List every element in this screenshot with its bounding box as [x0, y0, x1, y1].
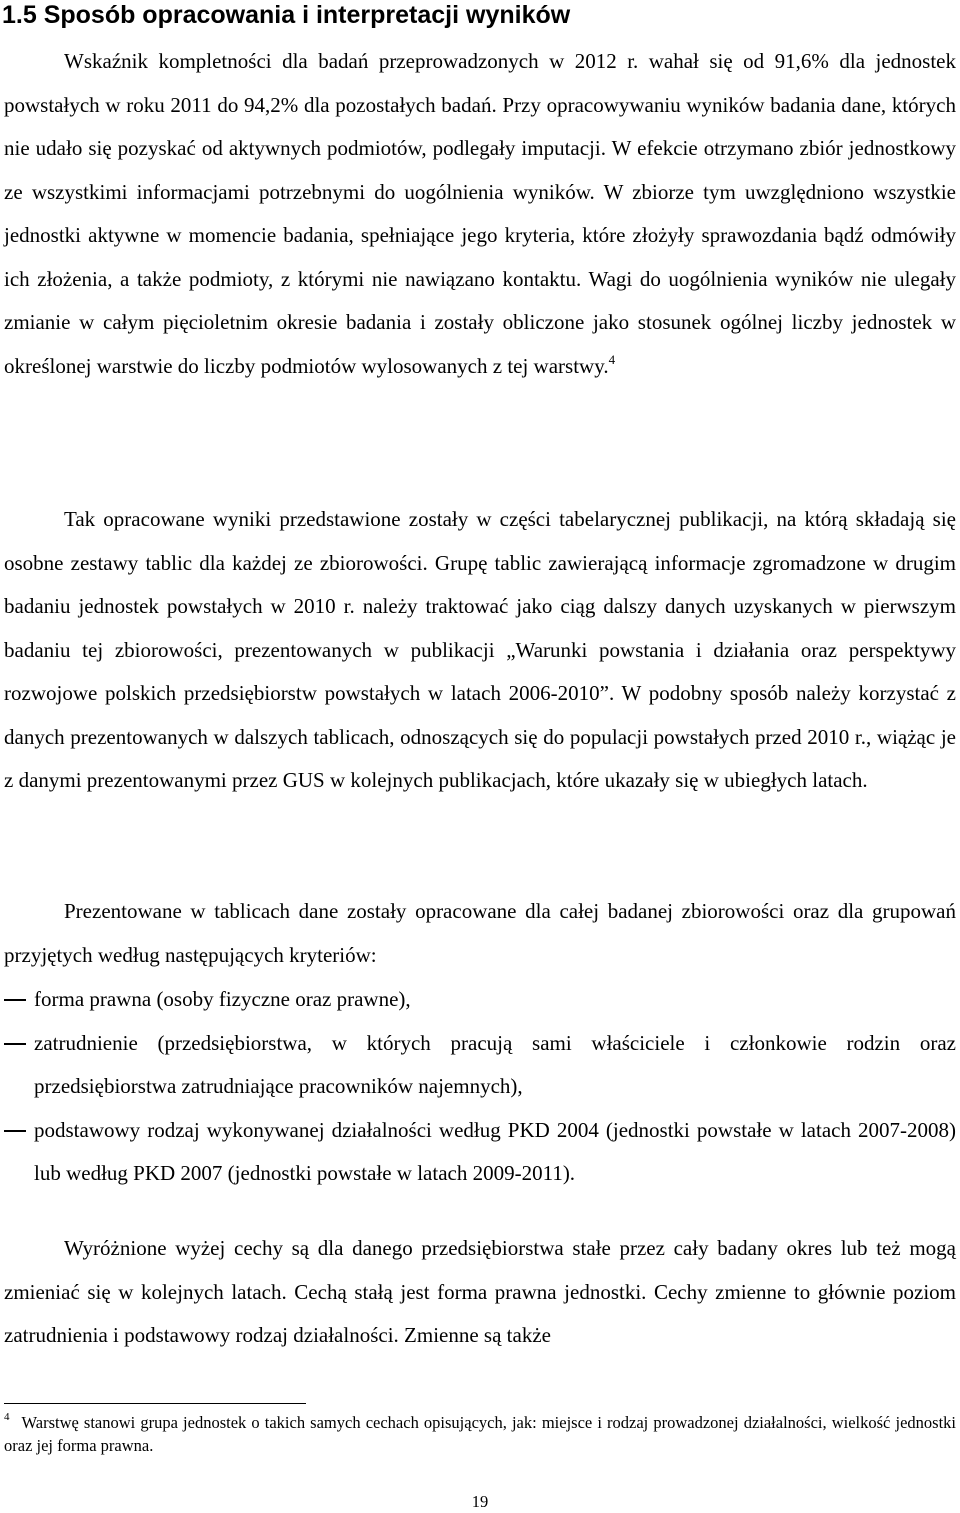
paragraph-completeness-text: Wskaźnik kompletności dla badań przeprowadzonych w 2012 r. wahał się od 91,6% dla jednostek powstałych w roku 2011 do 94,2% dla pozostałych badań. Przy opracowywaniu wyników badania dane, których nie udało się pozyskać od aktywnych podmiotów, podlegały imputacji. W efekcie otrzymano zbiór jednostkowy ze wszystkimi informacjami potrzebnymi do uogólnienia wyników. W zbiorze tym uwzględniono wszystkie jednostki aktywne w momencie badania, spełniające jego kryteria, które złożyły sprawozdania bądź odmówiły ich złożenia, a także podmioty, z którymi nie nawiązano kontaktu. Wagi do uogólnienia wyników nie ulegały zmianie w całym pięcioletnim okresie badania i zostały obliczone jako stosunek ogólnej liczby jednostek w określonej warstwie do liczby podmiotów wylosowanych z tej warstwy. — [4, 49, 956, 378]
dash-bullet-icon — [4, 999, 26, 1001]
footnote-mark: 4 — [4, 1411, 10, 1423]
criteria-item-text: forma prawna (osoby fizyczne oraz prawne), — [34, 987, 411, 1011]
footnote-text: Warstwę stanowi grupa jednostek o takich samych cechach opisujących, jak: miejsce i rodzaj prowadzonej działalności, wielkość jednostki oraz jej forma prawna. — [4, 1413, 956, 1455]
section-heading: 1.5 Sposób opracowania i interpretacji wyników — [2, 1, 571, 29]
paragraph-features: Wyróżnione wyżej cechy są dla danego przedsiębiorstwa stałe przez cały badany okres lub też mogą zmieniać się w kolejnych latach. Cechą stałą jest forma prawna jednostki. Cechy zmienne to głównie poziom zatrudnienia i podstawowy rodzaj działalności. Zmienne są także — [4, 1236, 956, 1347]
criteria-item-text: podstawowy rodzaj wykonywanej działalności według PKD 2004 (jednostki powstałe w latach 2007-2008) lub według PKD 2007 (jednostki powstałe w latach 2009-2011). — [34, 1117, 956, 1185]
footnote — [4, 1411, 956, 1457]
paragraph-groupings: Prezentowane w tablicach dane zostały opracowane dla całej badanej zbiorowości oraz dla grupowań przyjętych według następujących kryteriów: — [4, 899, 956, 967]
criteria-item — [4, 1109, 956, 1196]
criteria-item-text: zatrudnienie (przedsiębiorstwa, w których pracują sami właściciele i członkowie rodzin oraz przedsiębiorstwa zatrudniające pracowników najemnych), — [34, 1030, 956, 1098]
criteria-item — [4, 1022, 956, 1109]
criteria-list — [4, 978, 956, 1196]
footnote-separator — [4, 1403, 306, 1404]
criteria-item — [4, 978, 956, 1022]
dash-bullet-icon — [4, 1043, 26, 1045]
page-number: 19 — [471, 1492, 489, 1511]
dash-bullet-icon — [4, 1130, 26, 1132]
footnote-reference: 4 — [608, 351, 616, 367]
paragraph-tables: Tak opracowane wyniki przedstawione zostały w części tabelarycznej publikacji, na którą składają się osobne zestawy tablic dla każdej ze zbiorowości. Grupę tablic zawierającą informacje zgromadzone w drugim badaniu jednostek powstałych w 2010 r. należy traktować jako ciąg dalszy danych uzyskanych w pierwszym badaniu tej zbiorowości, prezentowanych w publikacji „Warunki powstania i działania oraz perspektywy rozwojowe polskich przedsiębiorstw powstałych w latach 2006-2010”. W podobny sposób należy korzystać z danych prezentowanych w dalszych tablicach, odnoszących się do populacji powstałych przed 2010 r., wiążąc je z danymi prezentowanymi przez GUS w kolejnych publikacjach, które ukazały się w ubiegłych latach. — [4, 507, 956, 792]
paragraph-completeness — [4, 40, 956, 388]
